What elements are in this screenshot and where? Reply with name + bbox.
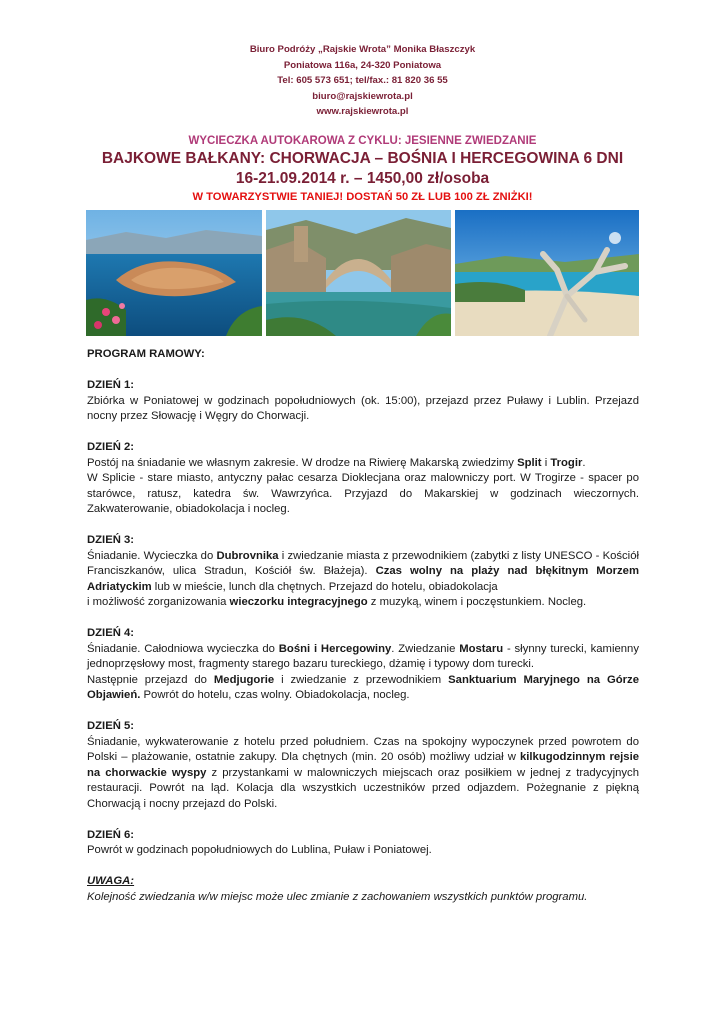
day5-paragraph: Śniadanie, wykwaterowanie z hotelu przed południem. Czas na spokojny wypoczynek przed powrotem do Polski – plażowanie, ostatnie zakupy. Dla chętnych (min. 20 osób) możliwy udział w kilkugodzinnym rejsie na chorwackie wyspy z przystankami w malowniczych miejscach oraz posiłkiem w jednej z tradycyjnych restauracji. Powrót na ląd. Kolacja dla wszystkich uczestników przed odjazdem. Pożegnanie z piękną Chorwacją i nocny przejazd do Polski. (87, 735, 639, 810)
agency-website[interactable]: www.rajskiewrota.pl (316, 106, 409, 118)
agency-email[interactable]: biuro@rajskiewrota.pl (312, 90, 413, 102)
day4-title: DZIEŃ 4: (87, 627, 135, 639)
agency-phone: Tel: 605 573 651; tel/fax.: 81 820 36 55 (277, 75, 448, 87)
day4-paragraph-2: Następnie przejazd do Medjugorie i zwiedzanie z przewodnikiem Sanktuarium Maryjnego na Górze Objawień. Powrót do hotelu, czas wolny. Obiadokolacja, nocleg. (87, 673, 639, 701)
dubrovnik-photo (86, 210, 262, 336)
photo-strip (86, 210, 639, 336)
day1-title: DZIEŃ 1: (87, 379, 135, 391)
day2-title: DZIEŃ 2: (87, 441, 135, 453)
day6-title: DZIEŃ 6: (87, 828, 135, 841)
program-content (87, 347, 639, 905)
day2-paragraph-1: Postój na śniadanie we własnym zakresie. W drodze na Riwierę Makarską zwiedzimy Split i Trogir. (87, 456, 586, 469)
note-text: Kolejność zwiedzania w/w miejsc może ulec zmianie z zachowaniem wszystkich punktów programu. (87, 890, 588, 903)
trip-date-price: 16-21.09.2014 r. – 1450,00 zł/osoba (235, 170, 490, 187)
day4-paragraph-1: Śniadanie. Całodniowa wycieczka do Bośni i Hercegowiny. Zwiedzanie Mostaru - słynny turecki, kamienny jednoprzęsłowy most, fragmenty starego bazaru tureckiego, dżamię i typowy dom turecki. (87, 642, 639, 670)
note-title: UWAGA: (87, 875, 135, 887)
agency-header (0, 42, 725, 120)
agency-name: Biuro Podróży „Rajskie Wrota” Monika Błaszczyk (249, 44, 476, 55)
trip-title: BAJKOWE BAŁKANY: CHORWACJA – BOŚNIA I HERCEGOWINA 6 DNI (101, 150, 624, 167)
day2-paragraph-2: W Splicie - stare miasto, antyczny pałac cesarza Dioklecjana oraz malowniczy port. W Trogirze - spacer po starówce, ratusz, katedra św. Wawrzyńca. Przyjazd do Makarskiej w godzinach wieczornych. Zakwaterowanie, obiadokolacja i nocleg. (87, 472, 639, 515)
program-heading: PROGRAM RAMOWY: (87, 348, 205, 360)
day3-title: DZIEŃ 3: (87, 534, 135, 546)
day3-paragraph-2: i możliwość zorganizowania wieczorku integracyjnego z muzyką, winem i poczęstunkiem. Nocleg. (87, 596, 587, 608)
agency-address: Poniatowa 116a, 24-320 Poniatowa (283, 59, 442, 71)
day5-title: DZIEŃ 5: (87, 720, 135, 732)
trip-series: WYCIECZKA AUTOKAROWA Z CYKLU: JESIENNE ZWIEDZANIE (188, 135, 537, 147)
title-block (0, 133, 725, 205)
mostar-bridge-photo (266, 210, 451, 336)
beach-tree-photo (455, 210, 639, 336)
day3-paragraph-1: Śniadanie. Wycieczka do Dubrovnika i zwiedzanie miasta z przewodnikiem (zabytki z listy UNESCO - Kościół Franciszkanów, ulica Stradun, Kościół św. Błażeja). Czas wolny na plaży nad błękitnym Morzem Adriatyckim lub w mieście, lunch dla chętnych. Przejazd do hotelu, obiadokolacja (87, 549, 639, 593)
day6-text: Powrót w godzinach popołudniowych do Lublina, Puław i Poniatowej. (87, 844, 432, 856)
promo-line: W TOWARZYSTWIE TANIEJ! DOSTAŃ 50 ZŁ LUB 100 ZŁ ZNIŻKI! (192, 191, 533, 203)
day1-text: Zbiórka w Poniatowej w godzinach popołudniowych (ok. 15:00), przejazd przez Puławy i Lublin. Przejazd nocny przez Słowację i Węgry do Chorwacji. (87, 394, 639, 422)
